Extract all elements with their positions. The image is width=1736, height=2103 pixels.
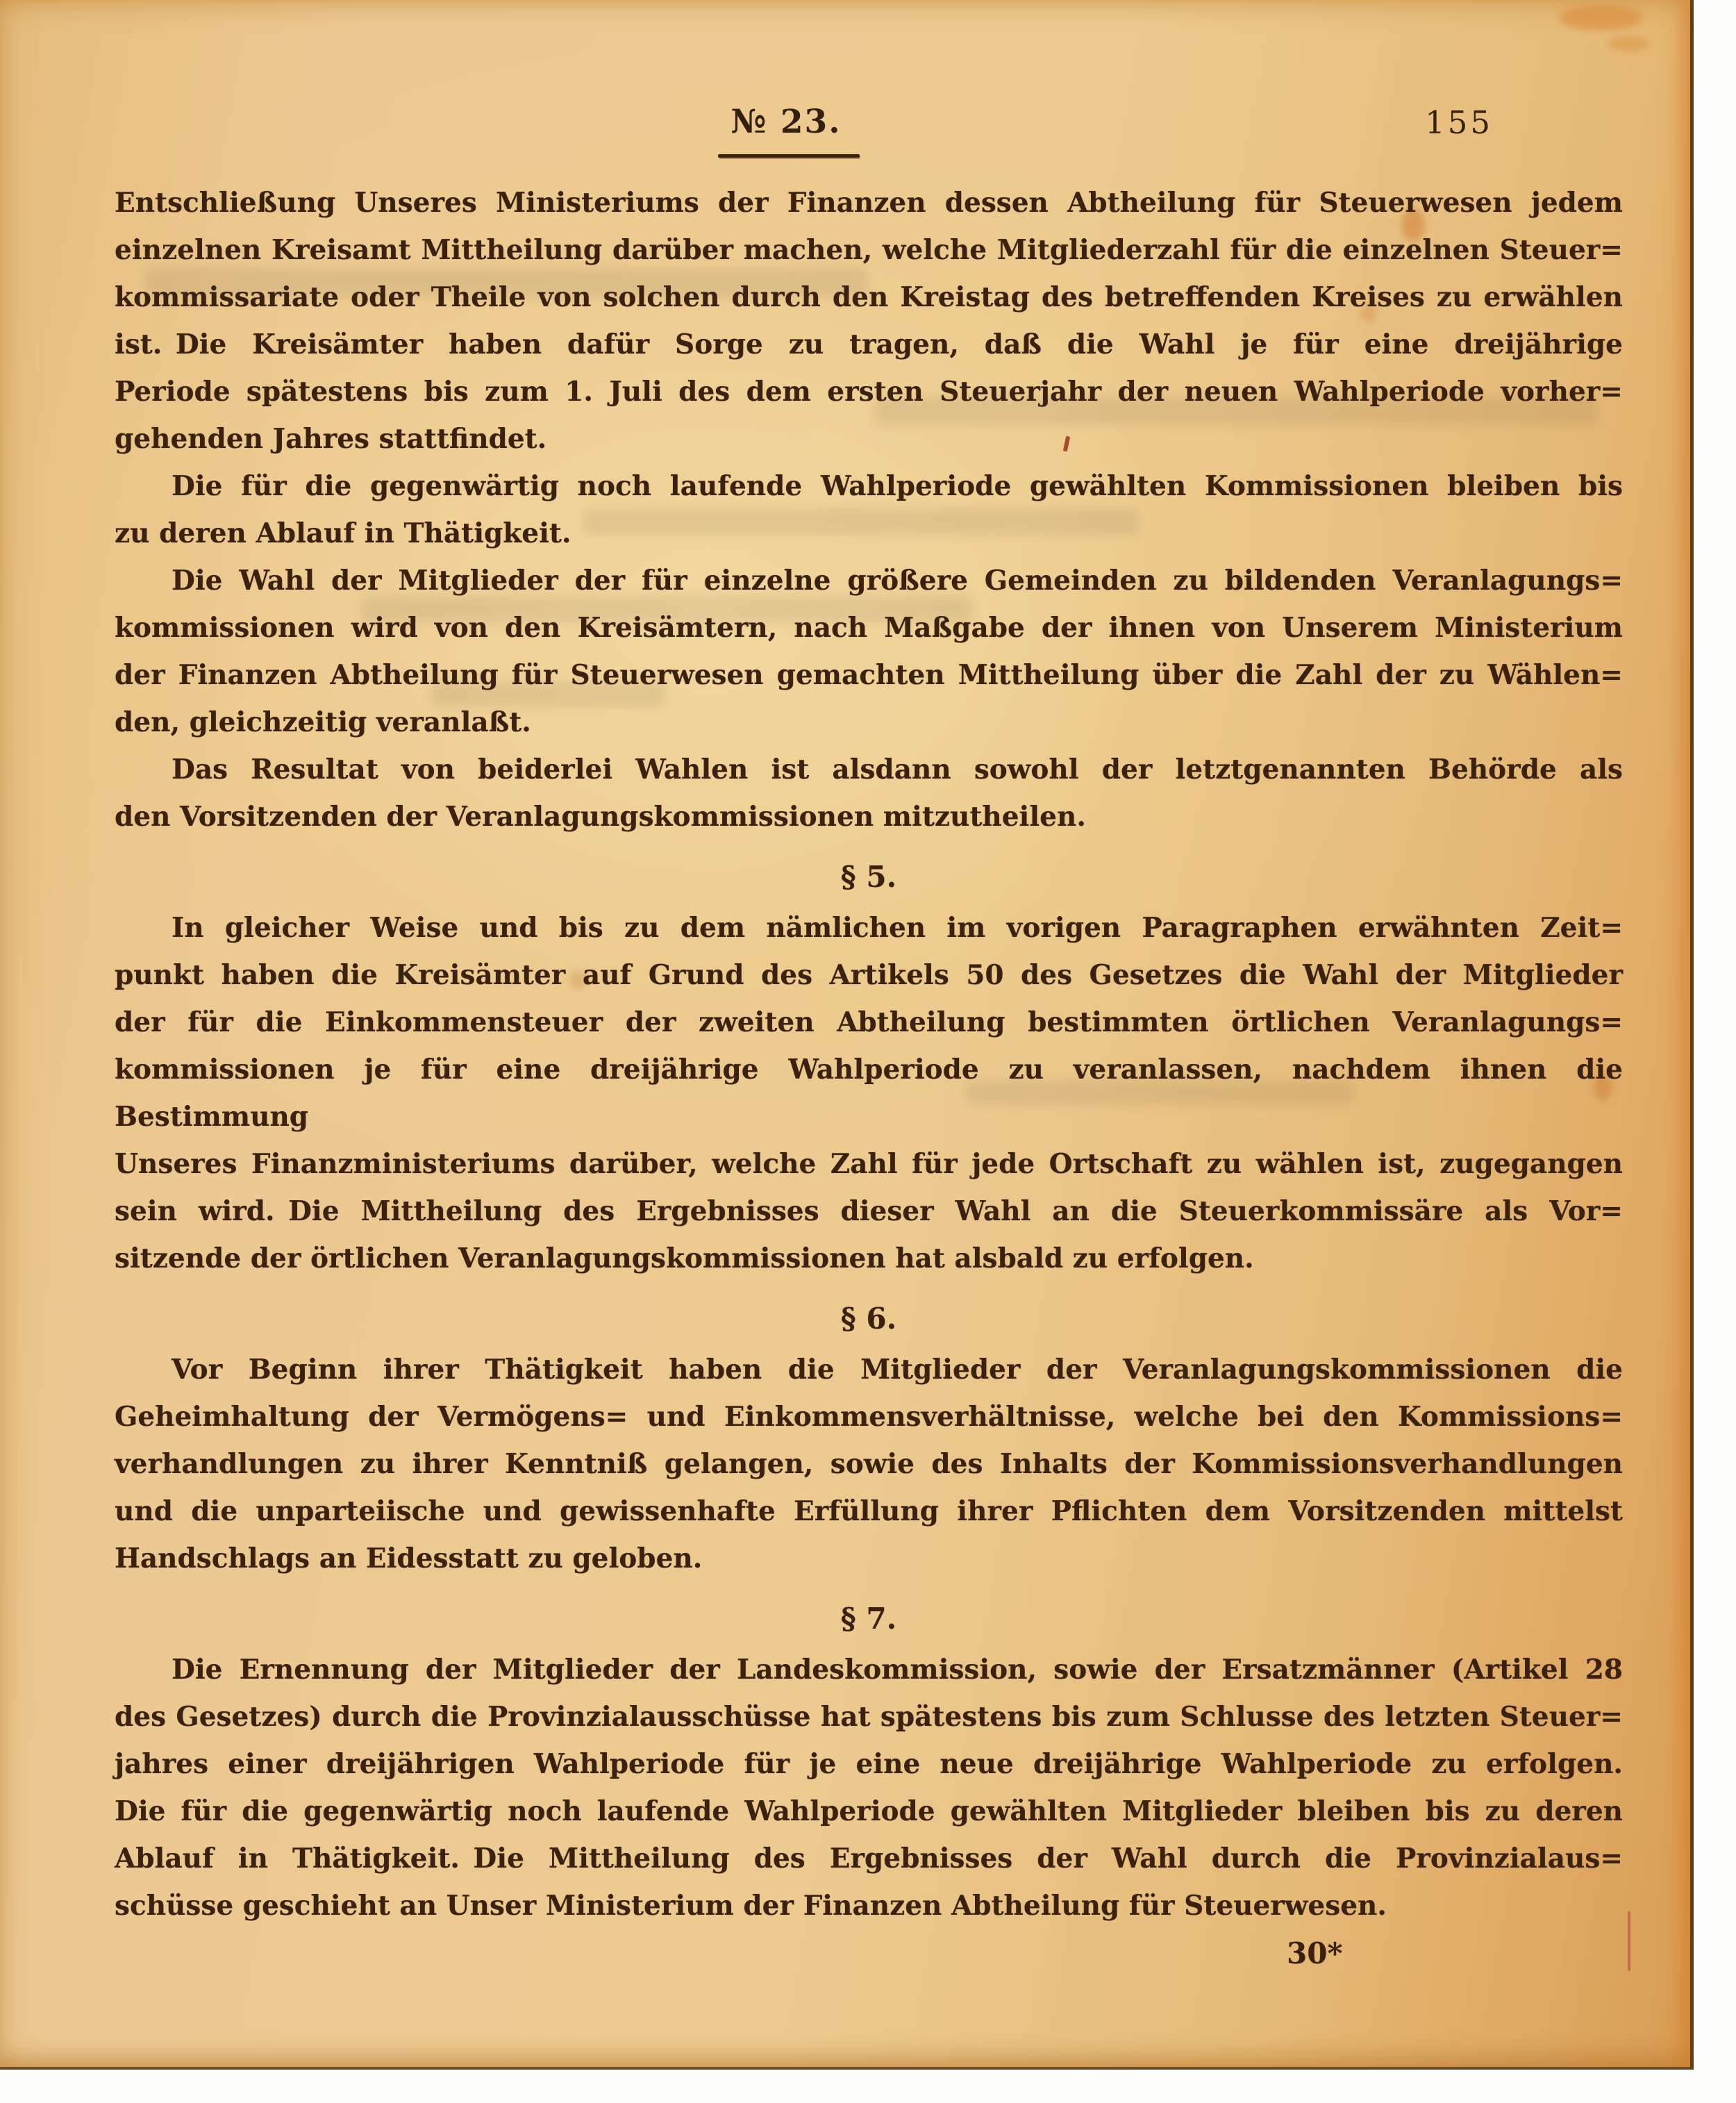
text-line: zu deren Ablauf in Thätigkeit.: [115, 517, 571, 549]
section-heading: § 5.: [840, 860, 897, 894]
text-line: Die Ernennung der Mitglieder der Landeskommission, sowie der Ersatzmänner (Artikel 28: [172, 1654, 1623, 1686]
signature-mark: 30*: [1287, 1936, 1343, 1970]
text-line: gehenden Jahres stattfindet.: [115, 423, 547, 455]
text-line: verhandlungen zu ihrer Kenntniß gelangen, sowie des Inhalts der Kommissionsverhandlungen: [115, 1448, 1623, 1480]
paragraph: [115, 1646, 1623, 1929]
text-line: der für die Einkommensteuer der zweiten Abtheilung bestimmten örtlichen Veranlagungs=: [115, 1006, 1623, 1038]
text-line: Vor Beginn ihrer Thätigkeit haben die Mitglieder der Veranlagungskommissionen die: [172, 1354, 1623, 1386]
paragraph: [115, 179, 1623, 463]
text-line: Handschlags an Eidesstatt zu geloben.: [115, 1543, 703, 1574]
text-line: schüsse geschieht an Unser Ministerium der Finanzen Abtheilung für Steuerwesen.: [115, 1890, 1387, 1922]
text-line: jahres einer dreijährigen Wahlperiode für je eine neue dreijährige Wahlperiode zu erfolgen.: [115, 1748, 1623, 1780]
text-line: Periode spätestens bis zum 1. Juli des dem ersten Steuerjahr der neuen Wahlperiode vorher=: [115, 376, 1623, 408]
paragraph: [115, 463, 1623, 557]
text-line: Geheimhaltung der Vermögens= und Einkommensverhältnisse, welche bei den Kommissions=: [115, 1401, 1623, 1433]
text-line: und die unparteiische und gewissenhafte Erfüllung ihrer Pflichten dem Vorsitzenden mittelst: [115, 1495, 1623, 1527]
text-line: der Finanzen Abtheilung für Steuerwesen gemachten Mittheilung über die Zahl der zu Wählen=: [115, 659, 1623, 691]
text-line: In gleicher Weise und bis zu dem nämlichen im vorigen Paragraphen erwähnten Zeit=: [172, 912, 1623, 944]
text-line: des Gesetzes) durch die Provinzialausschüsse hat spätestens bis zum Schlusse des letzten Steuer=: [115, 1701, 1623, 1733]
text-line: Das Resultat von beiderlei Wahlen ist alsdann sowohl der letztgenannten Behörde als: [172, 754, 1623, 785]
paragraph: [115, 904, 1623, 1282]
text-line: kommissionen wird von den Kreisämtern, nach Maßgabe der ihnen von Unserem Ministerium: [115, 612, 1623, 644]
text-line: Entschließung Unseres Ministeriums der Finanzen dessen Abtheilung für Steuerwesen jedem: [115, 187, 1623, 219]
text-line: punkt haben die Kreisämter auf Grund des Artikels 50 des Gesetzes die Wahl der Mitglieder: [115, 959, 1623, 991]
section-heading: § 7.: [840, 1602, 897, 1636]
page-number: 155: [1425, 104, 1493, 141]
paper-stain: [1559, 6, 1642, 31]
issue-number: № 23.: [731, 103, 842, 141]
text-line: Die für die gegenwärtig noch laufende Wahlperiode gewählten Mitglieder bleiben bis zu deren: [115, 1795, 1623, 1827]
text-line: den, gleichzeitig veranlaßt.: [115, 706, 531, 738]
issue-underline: [718, 154, 860, 158]
body-text: [115, 179, 1623, 1978]
text-line: kommissionen je für eine dreijährige Wahlperiode zu veranlassen, nachdem ihnen die Bestimmung: [115, 1054, 1623, 1133]
ink-mark: [1628, 1911, 1630, 1971]
text-line: kommissariate oder Theile von solchen durch den Kreistag des betreffenden Kreises zu erwählen: [115, 281, 1623, 313]
text-line: sitzende der örtlichen Veranlagungskommissionen hat alsbald zu erfolgen.: [115, 1242, 1254, 1274]
text-line: Ablauf in Thätigkeit. Die Mittheilung des Ergebnisses der Wahl durch die Provinzialaus=: [115, 1843, 1623, 1875]
text-line: den Vorsitzenden der Veranlagungskommissionen mitzutheilen.: [115, 801, 1086, 833]
text-line: einzelnen Kreisamt Mittheilung darüber machen, welche Mitgliederzahl für die einzelnen Steuer=: [115, 234, 1623, 266]
text-line: Die für die gegenwärtig noch laufende Wahlperiode gewählten Kommissionen bleiben bis: [172, 470, 1623, 502]
text-line: sein wird. Die Mittheilung des Ergebnisses dieser Wahl an die Steuerkommissäre als Vor=: [115, 1195, 1623, 1227]
paragraph: [115, 746, 1623, 840]
paper-stain: [1608, 36, 1649, 51]
text-line: ist. Die Kreisämter haben dafür Sorge zu tragen, daß die Wahl je für eine dreijährige: [115, 329, 1623, 360]
section-heading: § 6.: [840, 1302, 897, 1336]
paragraph: [115, 1346, 1623, 1582]
paragraph: [115, 557, 1623, 746]
text-line: Unseres Finanzministeriums darüber, welche Zahl für jede Ortschaft zu wählen ist, zugegangen: [115, 1148, 1623, 1180]
text-line: Die Wahl der Mitglieder der für einzelne größere Gemeinden zu bildenden Veranlagungs=: [172, 565, 1623, 597]
